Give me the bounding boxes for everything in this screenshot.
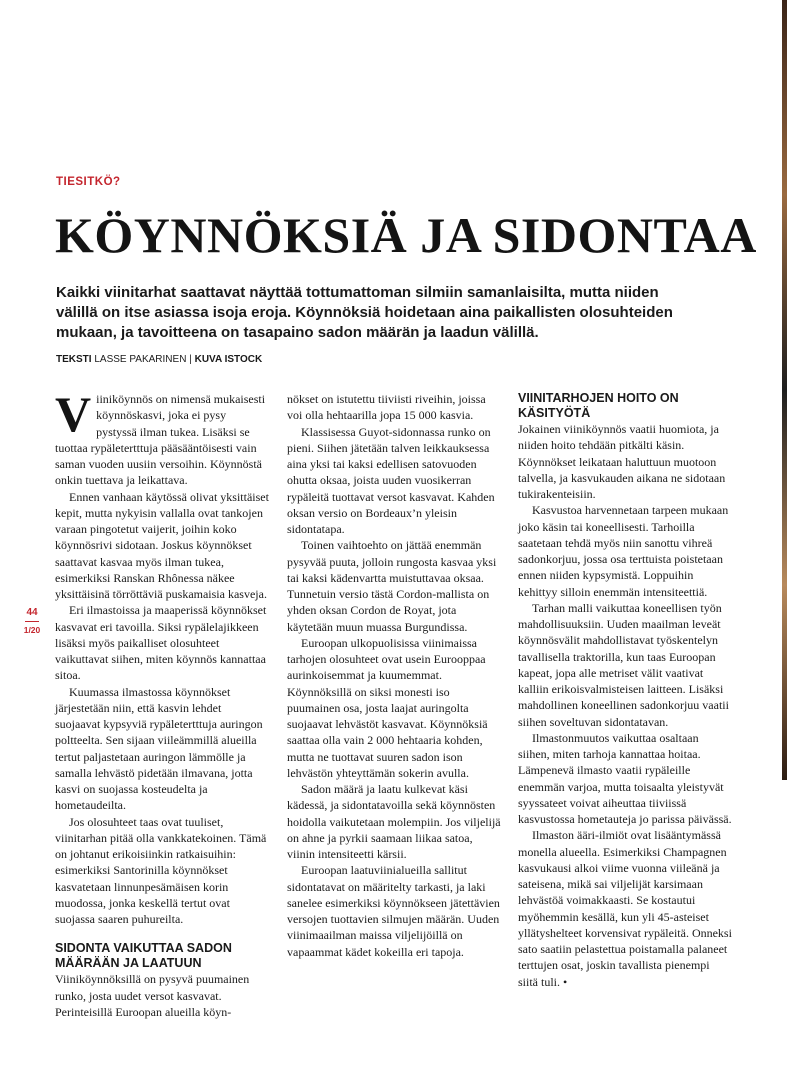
subheading: VIINITARHOJEN HOITO ON KÄSITYÖTÄ bbox=[518, 391, 679, 420]
folio-divider bbox=[25, 621, 39, 622]
byline-author: LASSE PAKARINEN bbox=[94, 354, 187, 365]
body-paragraph-text: iiniköynnös on nimensä mukaisesti köynnöskasvi, joka ei pysy pystyssä ilman tukea. Lisäksi se tuottaa rypäletertttuja pääsääntöisesti vain saman vuoden uusiin versoihin. Köynnöstä onkin tuettava ja leikattava. bbox=[55, 392, 266, 488]
body-paragraph: Klassisessa Guyot-sidonnassa runko on pieni. Siihen jätetään talven leikkauksessa aina yksi tai kaksi edellisen satovuoden ohutta oksaa, joista uuden vuosikerran rypäleitä tuottavat versot kasvavat. Kahden oksan versio on Bordeaux’n yleisin sidontatapa. bbox=[287, 424, 495, 536]
page-number: 44 bbox=[26, 607, 38, 618]
byline-separator: | bbox=[189, 354, 192, 365]
body-paragraph bbox=[55, 386, 269, 489]
body-paragraph: nökset on istutettu tiiviisti riveihin, joissa voi olla hehtaarilla jopa 15 000 kasvia. bbox=[287, 392, 486, 423]
kicker: TIESITKÖ? bbox=[56, 176, 121, 188]
body-paragraph: Euroopan ulkopuolisissa viinimaissa tarhojen olosuhteet ovat usein Eurooppaa aurinkoisemmat ja kuumemmat. Köynnöksillä on siksi monesti iso puumainen osa, josta laajat auringolta suojaavat lehvästöt kasvavat. Köynnöksiä saattaa olla vain 2 000 hehtaaria kohden, mutta ne tuottavat suuren sadon ison lehvästön yhteyttämän sokerin avulla. bbox=[287, 635, 488, 780]
drop-cap: V bbox=[55, 386, 92, 442]
lead-paragraph: Kaikki viinitarhat saattavat näyttää tottumattoman silmiin samanlaisilta, mutta niiden välillä on itse asiassa isoja eroja. Köynnöksiä hoidetaan aina paikallisten olosuhteiden mukaan, ja tavoitteena on tasapaino sadon määrän ja laadun välillä. bbox=[56, 284, 673, 341]
photo-edge-strip bbox=[782, 0, 787, 780]
body-paragraph: Ennen vanhaan käytössä olivat yksittäiset kepit, mutta nykyisin vallalla ovat tankojen varaan pingotetut vaijerit, joihin koko köynnösrivi sidotaan. Joskus köynnökset saattavat kasvaa myös ilman tukea, esimerkiksi Ranskan Rhônessa näkee yksittäisinä törröttäviä puskamaisia kasveja. bbox=[55, 489, 269, 601]
body-paragraph: Toinen vaihtoehto on jättää enemmän pysyvää puuta, jolloin rungosta kasvaa yksi tai kaksi kädenvartta muistuttavaa oksaa. Tunnetuin versio tästä Cordon-mallista on yhden oksan Cordon de Royat, jota käytetään muun muassa Burgundissa. bbox=[287, 538, 497, 634]
body-paragraph: Viiniköynnöksillä on pysyvä puumainen runko, josta uudet versot kasvavat. Perinteisillä Euroopan alueilla köyn- bbox=[55, 972, 250, 1019]
body-column-2 bbox=[287, 391, 501, 960]
page-folio bbox=[17, 607, 47, 636]
body-paragraph: Jokainen viiniköynnös vaatii huomiota, ja niiden hoito tehdään pitkälti käsin. Köynnökset leikataan haluttuun muotoon talvella, ja kasvukauden aikana ne sidotaan tukirakenteisiin. bbox=[518, 422, 726, 501]
subheading: SIDONTA VAIKUTTAA SADON MÄÄRÄÄN JA LAATUUN bbox=[55, 941, 232, 970]
body-paragraph: Ilmastonmuutos vaikuttaa osaltaan siihen, miten tarhoja kannattaa hoitaa. Lämpenevä ilmasto vaatii rypäleille enemmän varjoa, mutta toisaalta yleistyvät syyssateet voivat aiheuttaa tiiviissä kasvustossa hometauteja jo parissa päivässä. bbox=[518, 730, 732, 826]
body-paragraph: Tarhan malli vaikuttaa koneellisen työn mahdollisuuksiin. Uuden maailman leveät köynnösvälit mahdollistavat työskentelyn tavallisella traktorilla, kun taas Euroopan kapeat, jopa alle metriset välit vaativat kalliin erikoisvalmisteisen laitteen. Lisäksi mahdollinen koneellinen sadonkorjuu vaatii siihen soveltuvan sidontatavan. bbox=[518, 600, 729, 729]
body-column-3 bbox=[518, 391, 732, 990]
body-column-1 bbox=[55, 386, 269, 1020]
body-paragraph: Sadon määrä ja laatu kulkevat käsi kädessä, ja sidontatavoilla sekä köynnösten hoidolla vaikutetaan molempiin. Jos viljelijä on ahne ja pyrkii saamaan liikaa satoa, viinin intensiteetti kärsii. bbox=[287, 782, 501, 861]
body-paragraph: Kuumassa ilmastossa köynnökset järjestetään niin, että kasvin lehdet suojaavat kypsyviä rypäletertttuja auringon poltteelta. Sen sijaan viileämmillä alueilla tertut paljastetaan auringon lämmölle ja samalla lehvästö pidetään ilmavana, jotta kasvi on suojassa kosteudelta ja hometaudeilta. bbox=[55, 684, 263, 813]
issue-number: 1/20 bbox=[23, 625, 41, 635]
body-paragraph: Kasvustoa harvennetaan tarpeen mukaan joko käsin tai koneellisesti. Tarhoilla saatetaan tehdä myös niin sanottu vihreä sadonkorjuu, jossa osa terttuista poistetaan ennen niiden kypsymistä. Loppuihin kehittyy silloin enemmän intensiteettiä. bbox=[518, 503, 729, 599]
body-paragraph: Ilmaston ääri-ilmiöt ovat lisääntymässä monella alueella. Esimerkiksi Champagnen kasvukausi alkoi viime vuonna viileänä ja sateisena, mikä sai viljelijät karsimaan lehvästöä voimakkaasti. Se kostautui myöhemmin kesällä, kun yli 45-asteiset yllätyshelteet korvensivat rypäleitä. Onneksi sato saatiin pelastettua poistamalla palaneet terttujen osat, joskin tavallista pienempi siitä tuli. • bbox=[518, 828, 732, 989]
body-paragraph: Eri ilmastoissa ja maaperissä köynnökset kasvavat eri tavoilla. Siksi rypälelajikkeen lisäksi myös paikalliset olosuhteet vaikuttavat siihen, miten köynnös kannattaa sitoa. bbox=[55, 603, 267, 683]
byline-photo-credit: KUVA ISTOCK bbox=[194, 354, 263, 365]
body-paragraph: Jos olosuhteet taas ovat tuuliset, viinitarhan pitää olla vankkatekoinen. Tämä on johtanut erikoisiinkin ratkaisuihin: esimerkiksi Santorinilla köynnökset kasvatetaan linnunpesämäisen korin muodossa, jonka keskellä tertut ovat suojassa saaren puhureilta. bbox=[55, 814, 267, 926]
headline: KÖYNNÖKSIÄ JA SIDONTAA bbox=[55, 207, 757, 263]
body-paragraph: Euroopan laatuviinialueilla sallitut sidontatavat on määritelty tarkasti, ja laki sanelee esimerkiksi köynnökseen jätettävien versojen tuottavien silmujen määrän. Uuden viinimaailman maissa viljelijöillä on vapaammat kädet kokeilla eri tapoja. bbox=[287, 863, 500, 959]
byline-text-label: TEKSTI bbox=[56, 354, 92, 365]
byline bbox=[56, 354, 262, 365]
